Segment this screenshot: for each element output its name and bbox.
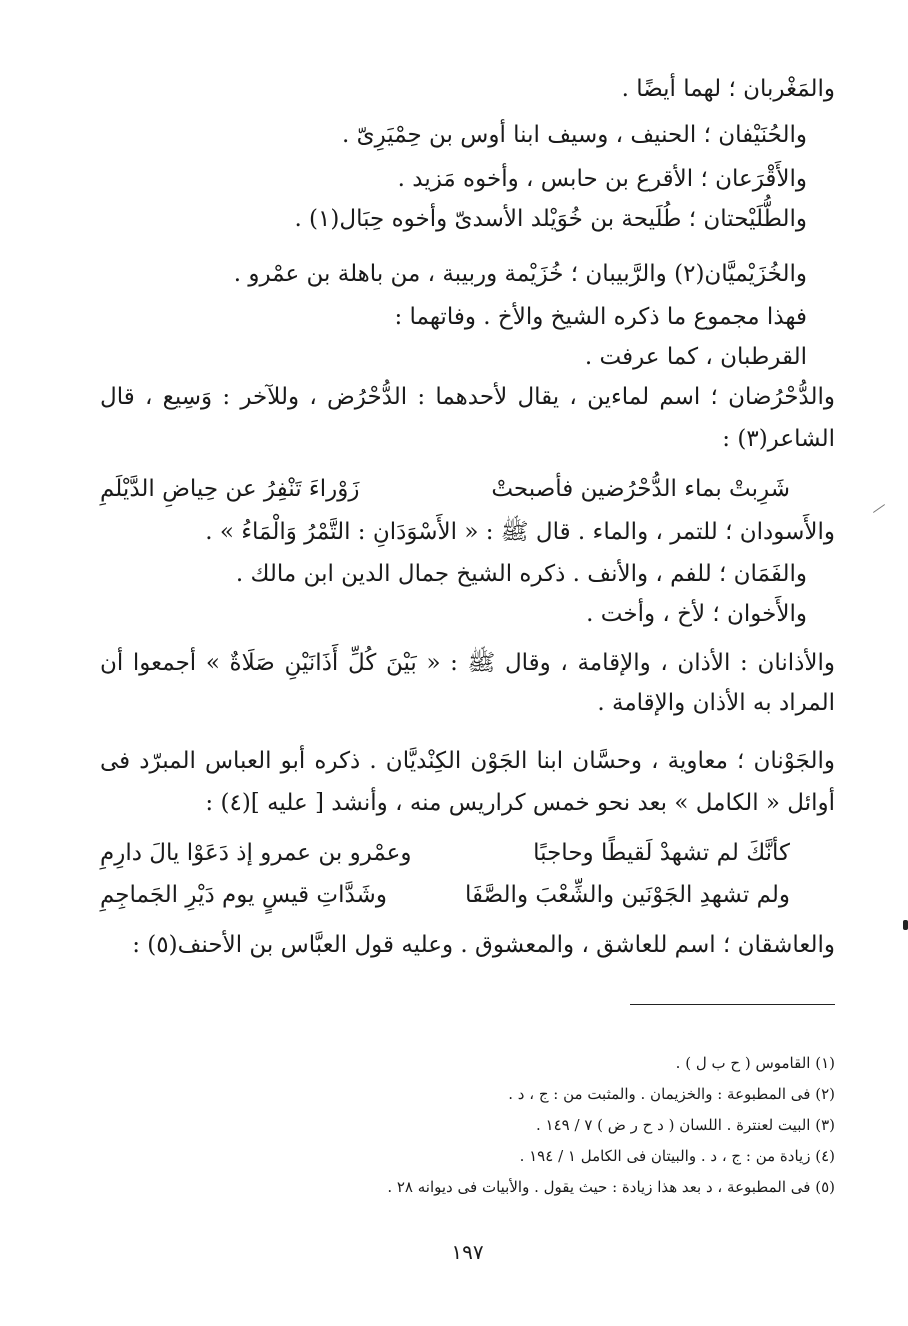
verse-hemistich-second: وشَدَّاتِ قيسٍ يوم دَيْرِ الجَماجِمِ — [100, 882, 387, 908]
text-line: والأَقْرَعان ؛ الأقرع بن حابس ، وأخوه مَزيد . — [397, 166, 807, 192]
text-line: والعاشقان ؛ اسم للعاشق ، والمعشوق . وعليه قول العبَّاس بن الأحنف(٥) : — [132, 932, 835, 958]
text-line: فهذا مجموع ما ذكره الشيخ والأخ . وفاتهما : — [394, 304, 807, 330]
scan-mark — [903, 920, 908, 930]
text-line: الشاعر(٣) : — [722, 426, 835, 452]
text-line: والمَغْربان ؛ لهما أيضًا . — [621, 76, 835, 102]
text-line: أوائل « الكامل » بعد نحو خمس كراريس منه ، وأنشد [ عليه ](٤) : — [205, 790, 835, 816]
verse-hemistich-second: وعمْرو بن عمرو إذ دَعَوْا يالَ دارِمِ — [100, 840, 412, 866]
text-line: والأَسودان ؛ للتمر ، والماء . قال ﷺ : « الأَسْوَدَانِ : التَّمْرُ وَالْمَاءُ » . — [205, 519, 835, 545]
footnote: (٣) البيت لعنترة . اللسان ( د ح ر ض ) ٧ / ١٤٩ . — [536, 1116, 835, 1134]
footnote: (٥) فى المطبوعة ، د بعد هذا زيادة : حيث يقول . والأبيات فى ديوانه ٢٨ . — [387, 1178, 835, 1196]
text-line: والفَمَان ؛ للفم ، والأنف . ذكره الشيخ جمال الدين ابن مالك . — [235, 561, 807, 587]
page-number: ١٩٧ — [451, 1240, 484, 1264]
text-line: والحُنَيْفان ؛ الحنيف ، وسيف ابنا أوس بن حِمْيَرِىّ . — [341, 122, 807, 148]
footnote-separator — [630, 1004, 835, 1005]
verse-hemistich-first: ولم تشهدِ الجَوْنَين والشِّعْبَ والصَّفَا — [464, 882, 790, 908]
footnote: (٤) زيادة من : ج ، د . والبيتان فى الكامل ١ / ١٩٤ . — [519, 1147, 835, 1165]
verse-hemistich-second: زَوْراءَ تَنْفِرُ عن حِياضِ الدَّيْلَمِ — [100, 476, 360, 502]
text-line: والأَخوان ؛ لأخ ، وأخت . — [586, 601, 807, 627]
footnote: (٢) فى المطبوعة : والخزيمان . والمثبت من : ج ، د . — [508, 1085, 835, 1103]
verse-hemistich-first: كأنَّكَ لم تشهدْ لَقيطًا وحاجبًا — [533, 840, 790, 866]
footnote: (١) القاموس ( ح ب ل ) . — [675, 1054, 835, 1072]
text-line: والأذانان : الأذان ، والإقامة ، وقال ﷺ : « بَيْنَ كُلِّ أَذَانَيْنِ صَلَاةٌ » أجمعوا أن — [100, 650, 835, 676]
scan-mark — [873, 504, 885, 513]
text-line: والجَوْنان ؛ معاوية ، وحسَّان ابنا الجَوْن الكِنْديَّان . ذكره أبو العباس المبرّد فى — [100, 748, 835, 774]
text-line: والطُّلَيْحتان ؛ طُلَيحة بن خُوَيْلد الأسدىّ وأخوه حِبَال(١) . — [294, 206, 807, 232]
text-line: المراد به الأذان والإقامة . — [597, 690, 835, 716]
text-line: والخُزَيْميَّان(٢) والرَّبيبان ؛ خُزَيْمة وربيبة ، من باهلة بن عمْرو . — [233, 261, 807, 287]
verse-hemistich-first: شَرِبتْ بماء الدُّحْرُضين فأصبحتْ — [491, 476, 790, 502]
text-line: القرطبان ، كما عرفت . — [584, 344, 807, 370]
text-line: والدُّحْرُضان ؛ اسم لماءين ، يقال لأحدهما : الدُّحْرُض ، وللآخر : وَسِيع ، قال — [100, 384, 835, 410]
book-page — [100, 72, 835, 1302]
